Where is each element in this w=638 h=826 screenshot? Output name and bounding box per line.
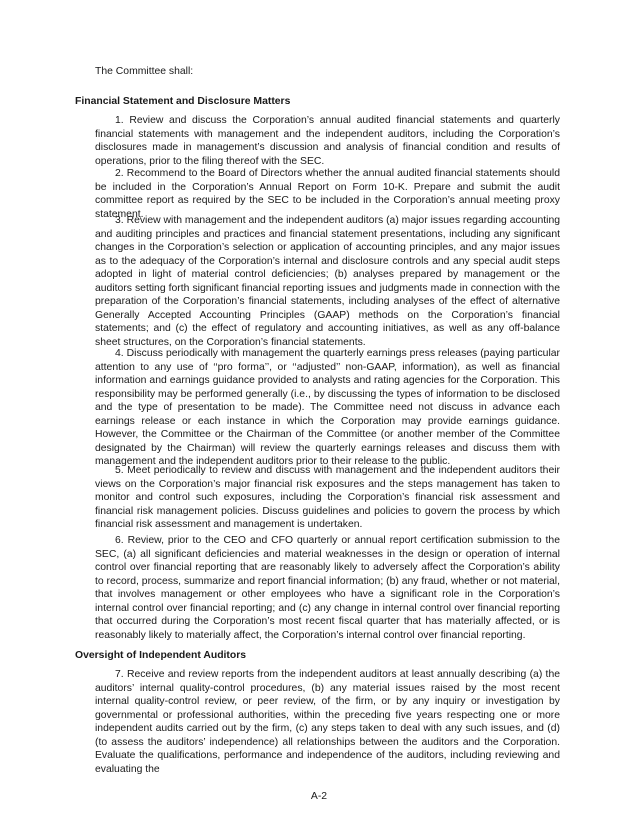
section-heading-financial-statement: Financial Statement and Disclosure Matters — [75, 96, 291, 107]
paragraph-6: 6. Review, prior to the CEO and CFO quarterly or annual report certification submission to the SEC, (a) all significant deficiencies and material weaknesses in the design or operation of internal control over financial reporting that are reasonably likely to adversely affect the Corporation’s ability to record, process, summarize and report financial information; (b) any fraud, whether or not material, that involves management or other employees who have a significant role in the Corporation’s internal control over financial reporting; and (c) any change in internal control over financial reporting that occurred during the Corporation’s most recent fiscal quarter that has materially affected, or is reasonably likely to materially affect, the Corporation’s internal control over financial reporting. — [95, 535, 560, 641]
paragraph-2: 2. Recommend to the Board of Directors whether the annual audited financial statements should be included in the Corporation’s Annual Report on Form 10-K. Prepare and submit the audit committee report as required by the SEC to be included in the Corporation’s annual meeting proxy statement. — [95, 168, 560, 220]
paragraph-7: 7. Receive and review reports from the independent auditors at least annually describing (a) the auditors’ internal quality-control procedures, (b) any material issues raised by the most recent internal quality-control review, or peer review, of the firm, or by any inquiry or investigation by governmental or professional authorities, within the preceding five years respecting one or more independent audits carried out by the firm, (c) any steps taken to deal with any such issues, and (d) (to assess the auditors’ independence) all relationships between the auditors and the Corporation. Evaluate the qualifications, performance and independence of the auditors, including reviewing and evaluating the — [95, 669, 560, 775]
paragraph-5: 5. Meet periodically to review and discuss with management and the independent auditors their views on the Corporation’s major financial risk exposures and the steps management has taken to monitor and control such exposures, including the Corporation’s financial risk assessment and financial risk management policies. Discuss guidelines and policies to govern the process by which financial risk assessment and management is undertaken. — [95, 465, 560, 531]
section-heading-oversight: Oversight of Independent Auditors — [75, 650, 247, 661]
paragraph-1: 1. Review and discuss the Corporation’s annual audited financial statements and quarterly financial statements with management and the independent auditors, including the Corporation’s disclosures made in management’s discussion and analysis of financial condition and results of operations, prior to the filing thereof with the SEC. — [95, 115, 560, 167]
page-number: A-2 — [310, 791, 328, 802]
intro-text: The Committee shall: — [95, 66, 194, 77]
paragraph-3: 3. Review with management and the independent auditors (a) major issues regarding accounting and auditing principles and practices and financial statement presentations, including any significant changes in the Corporation’s selection or application of accounting principles, and any major issues as to the adequacy of the Corporation’s internal and disclosure controls and any special audit steps adopted in light of material control deficiencies; (b) analyses prepared by management or the auditors setting forth significant financial reporting issues and judgments made in connection with the preparation of the Corporation’s financial statements, including analyses of the effect of alternative Generally Accepted Accounting Principles (GAAP) methods on the Corporation’s financial statements; and (c) the effect of regulatory and accounting initiatives, as well as any off-balance sheet structures, on the Corporation’s financial statements. — [95, 215, 560, 348]
paragraph-4: 4. Discuss periodically with management the quarterly earnings press releases (paying particular attention to any use of ‘‘pro forma’’, or ‘‘adjusted’’ non-GAAP, information), as well as financial information and earnings guidance provided to analysts and rating agencies for the Corporation. This responsibility may be performed generally (i.e., by discussing the types of information to be disclosed and the type of presentation to be made). The Committee need not discuss in advance each earnings release or each instance in which the Corporation may provide earnings guidance. However, the Committee or the Chairman of the Committee (or another member of the Committee designated by the Chairman) will review the quarterly earnings releases and discuss them with management and the independent auditors prior to their release to the public. — [95, 348, 560, 468]
